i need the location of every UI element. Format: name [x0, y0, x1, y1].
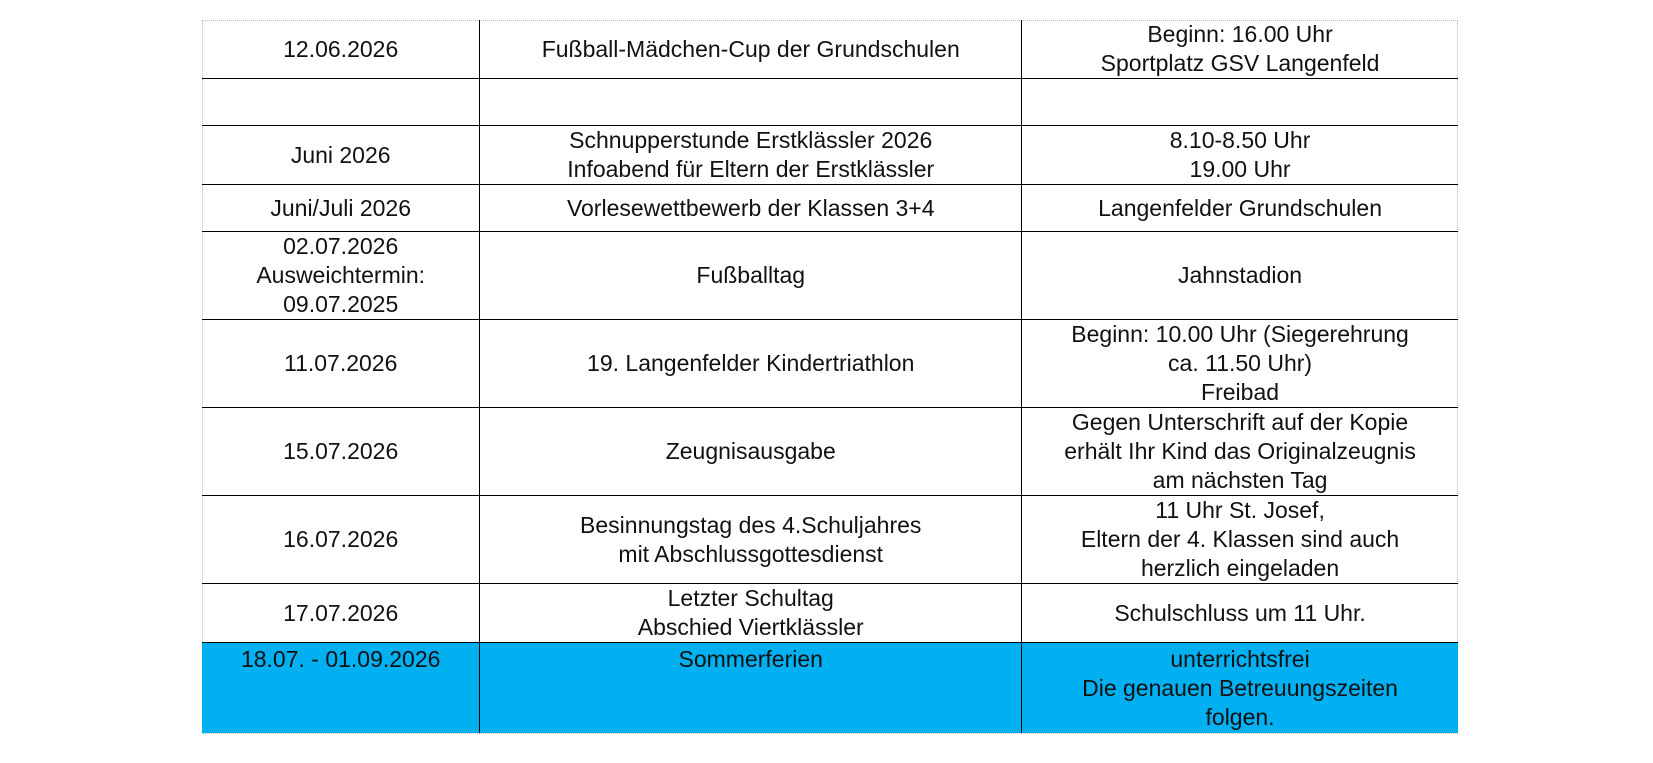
table-row-empty	[202, 79, 1458, 126]
event-cell: 19. Langenfelder Kindertriathlon	[480, 320, 1022, 408]
date-cell: 16.07.2026	[202, 496, 480, 584]
info-cell	[1022, 79, 1458, 126]
date-cell: Juni 2026	[202, 126, 480, 185]
info-cell: 8.10-8.50 Uhr 19.00 Uhr	[1022, 126, 1458, 185]
table-row	[202, 584, 1458, 643]
date-cell: 15.07.2026	[202, 408, 480, 496]
table-row	[202, 320, 1458, 408]
date-cell	[202, 79, 480, 126]
table-row	[202, 232, 1458, 320]
table-row	[202, 126, 1458, 185]
date-cell: Juni/Juli 2026	[202, 185, 480, 232]
table-row	[202, 408, 1458, 496]
info-cell: Jahnstadion	[1022, 232, 1458, 320]
date-cell: 17.07.2026	[202, 584, 480, 643]
event-cell: Fußball-Mädchen-Cup der Grundschulen	[480, 20, 1022, 79]
table-row	[202, 20, 1458, 79]
event-cell: Zeugnisausgabe	[480, 408, 1022, 496]
event-cell	[480, 79, 1022, 126]
table-row-highlight	[202, 643, 1458, 734]
schedule-table	[202, 20, 1458, 733]
event-cell: Sommerferien	[480, 643, 1022, 734]
date-cell: 12.06.2026	[202, 20, 480, 79]
date-cell: 11.07.2026	[202, 320, 480, 408]
info-cell: Gegen Unterschrift auf der Kopie erhält Ihr Kind das Originalzeugnis am nächsten Tag	[1022, 408, 1458, 496]
event-cell: Besinnungstag des 4.Schuljahres mit Abschlussgottesdienst	[480, 496, 1022, 584]
info-cell: Beginn: 10.00 Uhr (Siegerehrung ca. 11.50 Uhr) Freibad	[1022, 320, 1458, 408]
info-cell: unterrichtsfrei Die genauen Betreuungszeiten folgen.	[1022, 643, 1458, 734]
event-cell: Letzter Schultag Abschied Viertklässler	[480, 584, 1022, 643]
event-cell: Vorlesewettbewerb der Klassen 3+4	[480, 185, 1022, 232]
date-cell: 18.07. - 01.09.2026	[202, 643, 480, 734]
date-cell: 02.07.2026 Ausweichtermin: 09.07.2025	[202, 232, 480, 320]
table-row	[202, 496, 1458, 584]
table-row	[202, 185, 1458, 232]
event-cell: Fußballtag	[480, 232, 1022, 320]
info-cell: Langenfelder Grundschulen	[1022, 185, 1458, 232]
info-cell: Schulschluss um 11 Uhr.	[1022, 584, 1458, 643]
info-cell: Beginn: 16.00 Uhr Sportplatz GSV Langenfeld	[1022, 20, 1458, 79]
info-cell: 11 Uhr St. Josef, Eltern der 4. Klassen sind auch herzlich eingeladen	[1022, 496, 1458, 584]
event-cell: Schnupperstunde Erstklässler 2026 Infoabend für Eltern der Erstklässler	[480, 126, 1022, 185]
